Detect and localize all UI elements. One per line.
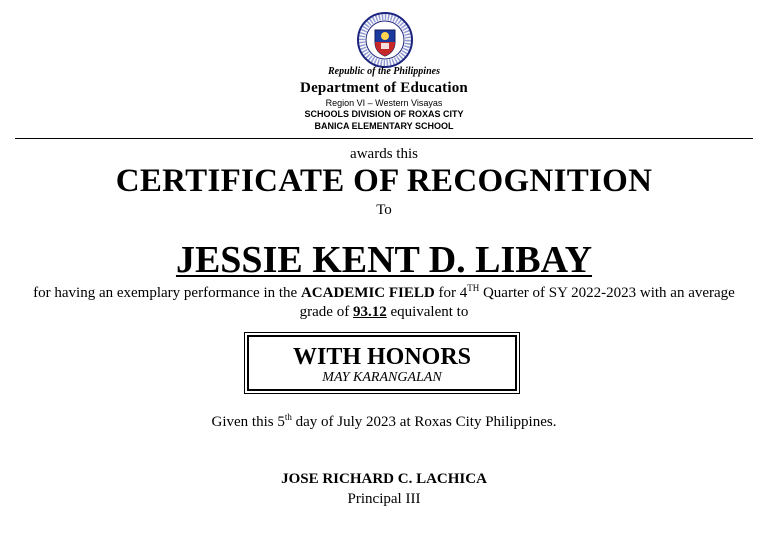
deped-seal-icon (357, 12, 413, 68)
awardee-name: JESSIE KENT D. LIBAY (175, 239, 593, 281)
signatory-name: JOSE RICHARD C. LACHICA (281, 471, 487, 487)
citation-text (30, 284, 738, 322)
awards-text: awards this (350, 146, 418, 162)
citation-part4: equivalent to (386, 304, 469, 320)
awardee-name-line (0, 238, 768, 282)
division-text: SCHOOLS DIVISION OF ROXAS CITY (304, 109, 464, 119)
day-superscript: th (284, 412, 292, 422)
citation-part3: Quarter of SY 2022-2023 with an average grade of (299, 285, 735, 320)
quarter-superscript: TH (467, 283, 480, 293)
honor-box (244, 332, 520, 394)
given-date-text (0, 414, 768, 431)
to-text: To (376, 202, 392, 218)
signatory-title: Principal III (347, 491, 421, 507)
school-name: BANICA ELEMENTARY SCHOOL (314, 121, 454, 131)
certificate-title: CERTIFICATE OF RECOGNITION (115, 163, 653, 199)
republic-text: Republic of the Philippines (328, 66, 440, 77)
honor-title: WITH HONORS (292, 344, 472, 370)
header-divider (15, 138, 753, 139)
academic-field: ACADEMIC FIELD (300, 285, 435, 301)
region-text: Region VI – Western Visayas (325, 98, 443, 108)
department-name: Department of Education (300, 80, 468, 96)
honor-subtitle: MAY KARANGALAN (322, 370, 442, 385)
given-part2: day of July 2023 at Roxas City Philippines. (291, 414, 557, 430)
average-grade: 93.12 (352, 304, 387, 320)
citation-part1: for having an exemplary performance in the (33, 285, 301, 301)
given-part1: Given this 5 (211, 414, 285, 430)
citation-part2: for 4 (434, 285, 468, 301)
